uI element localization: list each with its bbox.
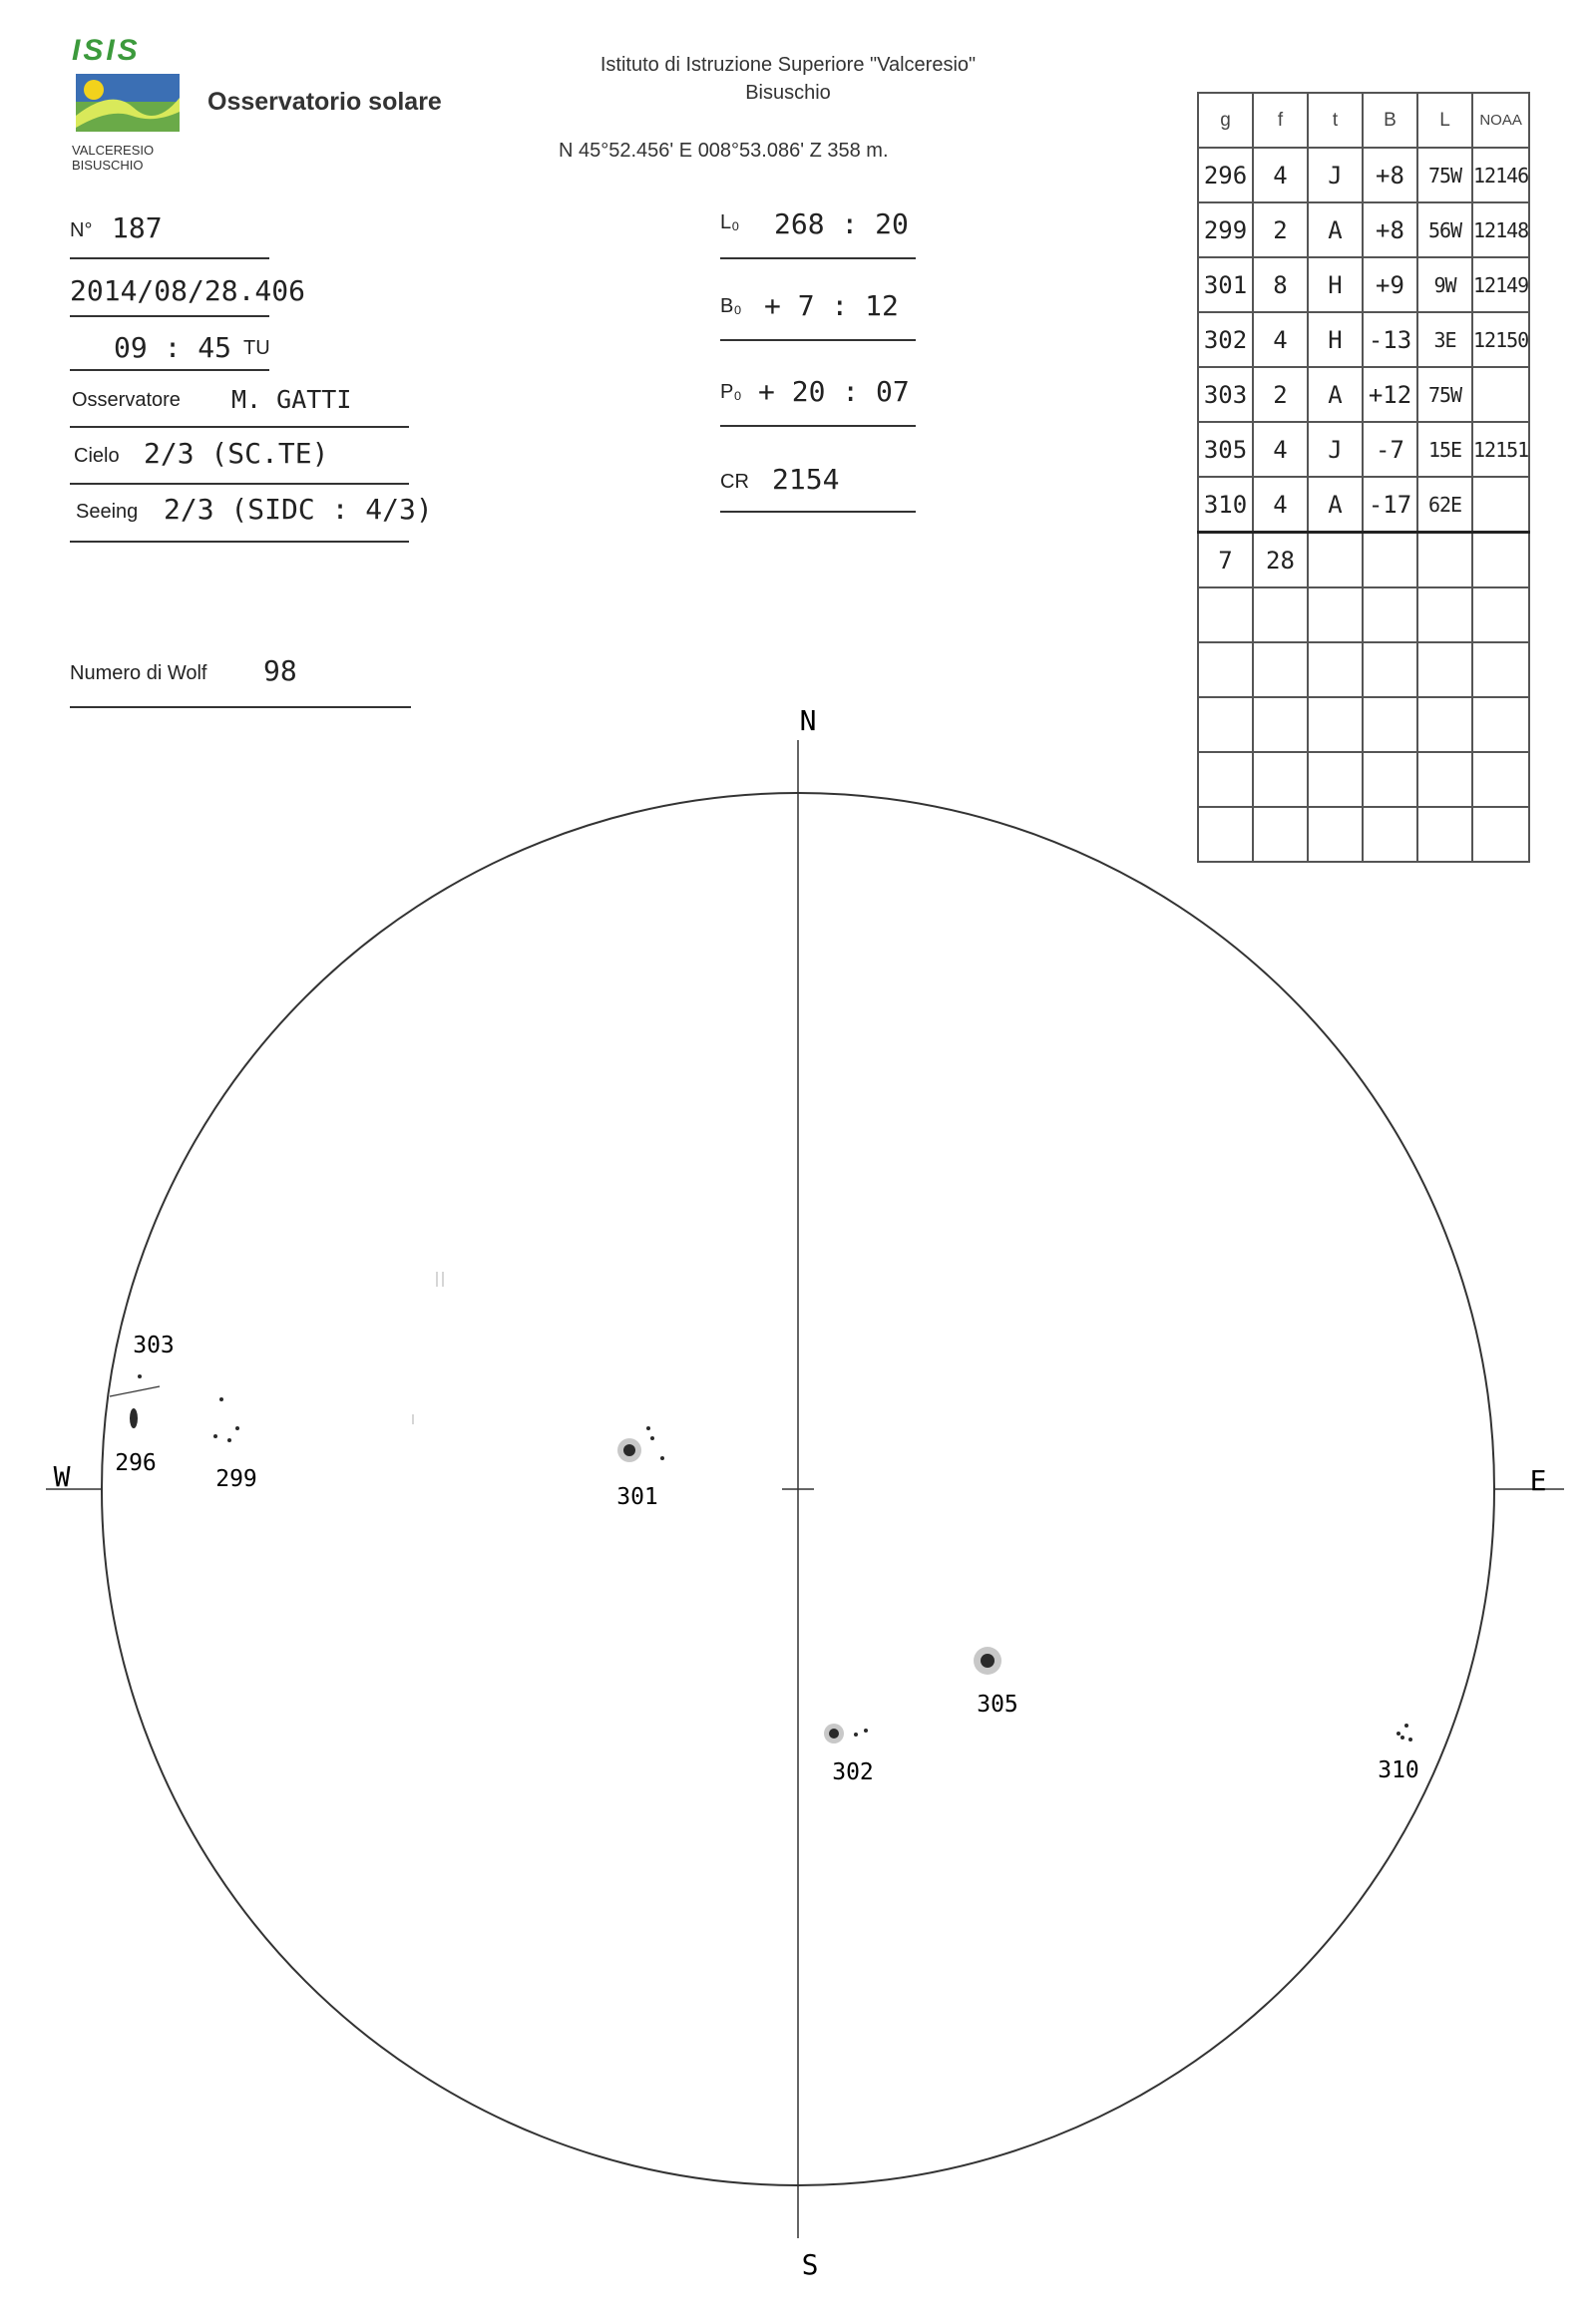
logo-wordmark: ISIS [72,34,141,67]
institute-town: Bisuschio [745,82,831,104]
group-label-296: 296 [115,1450,157,1476]
observation-date: 2014/08/28.406 [70,274,306,307]
spot-299-b [213,1434,217,1438]
b0-label: B₀ [720,295,742,317]
table-cell: 12146 [1472,148,1529,202]
logo-city-line2: BISUSCHIO [72,158,144,173]
column-header-f: f [1253,93,1308,148]
table-cell: 15E [1417,422,1472,477]
table-cell: A [1308,477,1363,533]
table-cell: 4 [1253,148,1308,202]
column-header-g: g [1198,93,1253,148]
observatory-title: Osservatorio solare [207,88,442,116]
spot-310-d [1400,1736,1404,1740]
table-cell: 296 [1198,148,1253,202]
seeing-label: Seeing [76,501,139,523]
east-label: E [1529,1464,1547,1497]
spot-299-d [235,1426,239,1430]
wolf-number-label: Numero di Wolf [70,662,207,684]
column-header-l: L [1417,93,1472,148]
spot-302-a [854,1733,858,1737]
table-cell: 301 [1198,257,1253,312]
p0-value: + 20 : 07 [758,375,910,408]
table-cell: +12 [1363,367,1417,422]
spot-310-a [1404,1724,1408,1728]
table-cell: +8 [1363,148,1417,202]
p0-label: P₀ [720,381,742,403]
seeing-value: 2/3 (SIDC : 4/3) [164,493,433,526]
north-label: N [799,704,817,737]
table-cell: +8 [1363,202,1417,257]
table-cell: J [1308,422,1363,477]
b0-value: + 7 : 12 [764,289,899,322]
spot-302-leader [829,1729,839,1739]
l0-label: L₀ [720,211,740,233]
sky-value: 2/3 (SC.TE) [144,437,329,470]
table-cell: 12149 [1472,257,1529,312]
table-cell: 12150 [1472,312,1529,367]
table-cell: 7 [1198,533,1253,588]
table-cell: 2 [1253,202,1308,257]
table-cell: 56W [1417,202,1472,257]
sky-label: Cielo [74,445,120,467]
spot-302-b [864,1729,868,1733]
table-cell: A [1308,202,1363,257]
spot-310-c [1408,1738,1412,1742]
spot-296 [130,1408,138,1428]
table-cell: 4 [1253,477,1308,533]
spot-310-b [1396,1732,1400,1736]
table-cell: 302 [1198,312,1253,367]
table-cell: J [1308,148,1363,202]
observer-label: Osservatore [72,389,181,411]
group-label-301: 301 [616,1484,658,1510]
spot-305-leader [981,1654,995,1668]
observer-name: M. GATTI [231,385,352,414]
column-header-noaa: NOAA [1472,93,1529,148]
l0-value: 268 : 20 [774,207,909,240]
spot-299-a [219,1397,223,1401]
table-cell: 62E [1417,477,1472,533]
table-cell: 28 [1253,533,1308,588]
table-cell: H [1308,312,1363,367]
group-label-310: 310 [1378,1757,1419,1783]
table-cell: 4 [1253,422,1308,477]
observatory-coordinates: N 45°52.456' E 008°53.086' Z 358 m. [559,140,889,162]
table-cell: A [1308,367,1363,422]
table-cell: 8 [1253,257,1308,312]
table-cell: 3E [1417,312,1472,367]
number-label: N° [70,219,93,241]
time-unit: TU [243,337,270,359]
spot-299-c [227,1438,231,1442]
group-label-302: 302 [832,1759,874,1785]
table-cell: 9W [1417,257,1472,312]
spot-303 [138,1374,142,1378]
column-header-t: t [1308,93,1363,148]
west-label: W [53,1460,71,1493]
spot-301-b [650,1436,654,1440]
table-cell: 4 [1253,312,1308,367]
table-cell: 305 [1198,422,1253,477]
cr-label: CR [720,471,749,493]
table-cell: H [1308,257,1363,312]
group-303-pointer [110,1386,160,1396]
table-cell: -7 [1363,422,1417,477]
table-cell: 310 [1198,477,1253,533]
table-cell: 12151 [1472,422,1529,477]
group-label-299: 299 [215,1466,257,1492]
table-cell: 75W [1417,367,1472,422]
wolf-number: 98 [263,654,297,687]
table-cell: 299 [1198,202,1253,257]
table-cell: -17 [1363,477,1417,533]
spot-301-c [660,1456,664,1460]
spot-301-a [646,1426,650,1430]
column-header-b: B [1363,93,1417,148]
table-cell: 2 [1253,367,1308,422]
table-cell: 75W [1417,148,1472,202]
table-cell: -13 [1363,312,1417,367]
logo-city-line1: VALCERESIO [72,143,155,158]
table-cell: 303 [1198,367,1253,422]
table-cell: 12148 [1472,202,1529,257]
south-label: S [801,2248,819,2281]
spot-301-leader [623,1444,635,1456]
carrington-rotation: 2154 [772,463,840,496]
record-number: 187 [112,211,163,244]
institute-name: Istituto di Istruzione Superiore "Valceresio" [599,54,977,76]
observation-time: 09 : 45 [114,331,232,364]
table-cell: +9 [1363,257,1417,312]
group-label-303: 303 [133,1333,175,1358]
group-label-305: 305 [977,1692,1018,1718]
